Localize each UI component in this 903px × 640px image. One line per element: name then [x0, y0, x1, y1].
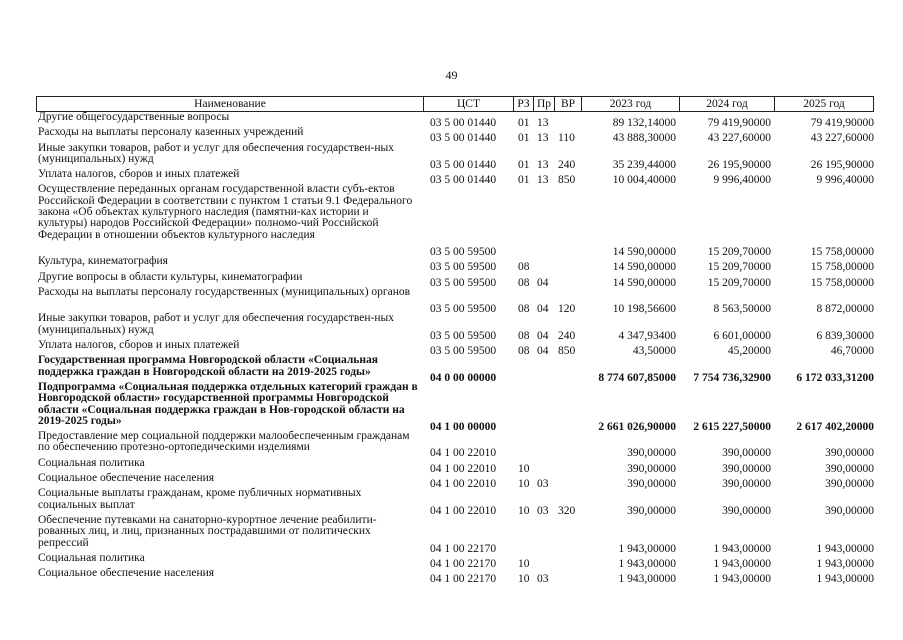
cell-y2025 [775, 127, 874, 145]
cell-pr-value: 04 [537, 276, 549, 289]
cell-y2025 [775, 382, 874, 431]
cell-y2023-value: 390,00000 [627, 462, 676, 475]
table-row [36, 515, 874, 553]
cell-rz [514, 287, 534, 314]
table-body [36, 111, 874, 586]
cell-y2023-value: 89 132,14000 [612, 117, 676, 129]
cell-y2023-value: 14 590,00000 [612, 276, 676, 289]
cell-name: Уплата налогов, сборов и иных платежей [38, 168, 240, 181]
cell-vr [555, 313, 582, 340]
cell-y2023-value: 35 239,44000 [612, 158, 676, 171]
cell-vr [555, 568, 582, 583]
cell-y2023-value: 8 774 607,85000 [598, 371, 676, 384]
cell-y2023-value: 43 888,30000 [612, 132, 676, 145]
header-2023: 2023 год [582, 96, 680, 112]
cell-y2025-value: 1 943,00000 [816, 557, 874, 570]
cell-pr [534, 473, 555, 491]
cell-cst [424, 458, 514, 473]
cell-y2025 [775, 488, 874, 515]
cell-y2024-value: 43 227,60000 [707, 132, 771, 145]
cell-y2023-value: 4 347,93400 [618, 329, 676, 342]
cell-y2024-value: 1 943,00000 [713, 542, 771, 555]
cell-pr [534, 568, 555, 586]
cell-pr [534, 143, 555, 170]
cell-y2024-value: 390,00000 [722, 478, 771, 491]
cell-name: Социальные выплаты гражданам, кроме публичных нормативных социальных выплат [38, 487, 362, 511]
cell-y2024 [680, 112, 775, 127]
cell-y2024 [680, 184, 775, 256]
cell-cst-value: 04 1 00 00000 [430, 420, 497, 433]
cell-rz-value: 01 [518, 117, 530, 129]
cell-rz [514, 112, 534, 127]
header-vr: ВР [555, 96, 582, 112]
cell-cst [424, 568, 514, 586]
cell-y2025 [775, 112, 874, 127]
cell-cst-value: 03 5 00 59500 [430, 345, 497, 358]
cell-name: Социальная политика [38, 456, 145, 469]
header-rz: РЗ [514, 96, 534, 112]
cell-y2023 [582, 488, 680, 515]
cell-name: Иные закупки товаров, работ и услуг для обеспечения государствен-ных (муниципальных) нужд [38, 312, 395, 336]
cell-cst [424, 488, 514, 515]
cell-y2024-value: 390,00000 [722, 462, 771, 475]
cell-name: Расходы на выплаты персоналу казенных учреждений [38, 126, 304, 139]
cell-rz-value: 08 [518, 303, 530, 316]
cell-cst [424, 515, 514, 553]
cell-cst [424, 143, 514, 170]
cell-y2024 [680, 169, 775, 187]
cell-vr [555, 112, 582, 127]
cell-y2025-value: 15 758,00000 [810, 261, 874, 274]
cell-y2025-value: 2 617 402,20000 [796, 420, 874, 433]
cell-cst [424, 272, 514, 287]
cell-cst-value: 03 5 00 01440 [430, 132, 497, 145]
cell-vr [555, 143, 582, 170]
cell-vr [555, 340, 582, 358]
cell-vr [555, 184, 582, 256]
cell-cst-value: 04 0 00 00000 [430, 371, 497, 384]
cell-y2024-value: 6 601,00000 [713, 329, 771, 342]
cell-cst-value: 03 5 00 01440 [430, 158, 497, 171]
cell-cst [424, 313, 514, 340]
cell-cst [424, 382, 514, 431]
cell-y2024 [680, 287, 775, 314]
cell-cst-value: 03 5 00 59500 [430, 303, 497, 316]
cell-vr [555, 127, 582, 145]
table-row [36, 472, 874, 491]
cell-y2025-value: 1 943,00000 [816, 573, 874, 586]
table-row [36, 382, 874, 431]
header-2025: 2025 год [775, 96, 874, 112]
cell-y2023 [582, 272, 680, 287]
cell-y2024-value: 15 209,70000 [707, 245, 771, 258]
cell-rz [514, 431, 534, 458]
cell-rz-value: 08 [518, 345, 530, 358]
cell-y2023 [582, 340, 680, 358]
cell-y2024 [680, 382, 775, 431]
cell-y2025-value: 26 195,90000 [810, 158, 874, 171]
cell-rz [514, 382, 534, 431]
cell-cst [424, 169, 514, 187]
cell-name: Государственная программа Новгородской области «Социальная поддержка граждан в Новгородской области на 2019-2025 годы» [38, 354, 378, 378]
cell-y2024 [680, 473, 775, 491]
header-name: Наименование [36, 96, 424, 112]
table-row [36, 126, 874, 145]
cell-name: Осуществление переданных органам государственной власти субъ-ектов Российской Федерации в соответствии с пунктом 1 статьи 9.1 Федерального закона «Об объектах культурного наследия (памятни-ках истории и культуры) народов Российской Федерации» полномо-чий Российской Федерации в отношении объектов культурного наследия [38, 183, 413, 241]
cell-vr-value: 850 [558, 174, 576, 187]
cell-pr [534, 355, 555, 382]
cell-y2023-value: 14 590,00000 [612, 245, 676, 258]
cell-pr [534, 256, 555, 271]
cell-vr [555, 272, 582, 287]
cell-y2023 [582, 431, 680, 458]
cell-vr [555, 287, 582, 314]
table-row [36, 339, 874, 358]
cell-cst-value: 04 1 00 22170 [430, 542, 497, 555]
cell-rz [514, 256, 534, 274]
header-pr: Пр [534, 96, 555, 112]
cell-cst [424, 287, 514, 314]
cell-name: Предоставление мер социальной поддержки малообеспеченным гражданам по обеспечению протезно-ортопедическими изделиями [38, 430, 410, 454]
cell-y2024 [680, 313, 775, 340]
cell-pr [534, 313, 555, 340]
cell-cst [424, 431, 514, 458]
cell-y2025 [775, 553, 874, 568]
cell-vr [555, 431, 582, 458]
cell-y2024 [680, 515, 775, 553]
cell-y2023 [582, 473, 680, 491]
cell-cst [424, 473, 514, 491]
cell-vr [555, 169, 582, 187]
table-row [36, 184, 874, 256]
cell-y2024 [680, 272, 775, 287]
cell-y2025 [775, 340, 874, 358]
budget-table [36, 96, 874, 586]
cell-y2025 [775, 473, 874, 491]
table-row [36, 143, 874, 170]
cell-rz [514, 169, 534, 187]
cell-rz [514, 127, 534, 145]
cell-cst-value: 04 1 00 22010 [430, 504, 497, 517]
cell-y2024 [680, 488, 775, 515]
cell-y2025 [775, 458, 874, 473]
table-row [36, 488, 874, 515]
cell-y2024-value: 8 563,50000 [713, 303, 771, 316]
cell-cst-value: 03 5 00 59500 [430, 276, 497, 289]
cell-y2023-value: 390,00000 [627, 447, 676, 460]
cell-y2025 [775, 568, 874, 586]
cell-cst [424, 184, 514, 256]
cell-rz [514, 553, 534, 568]
cell-vr-value: 240 [558, 329, 576, 342]
cell-y2023 [582, 568, 680, 586]
cell-pr [534, 287, 555, 314]
cell-pr [534, 515, 555, 553]
cell-y2024 [680, 553, 775, 568]
cell-cst [424, 355, 514, 382]
cell-name: Социальная политика [38, 551, 145, 564]
table-row [36, 287, 874, 314]
cell-cst-value: 04 1 00 22170 [430, 557, 497, 570]
cell-rz [514, 473, 534, 491]
cell-y2023 [582, 515, 680, 553]
cell-pr-value: 13 [537, 117, 549, 129]
cell-y2024-value: 45,20000 [727, 345, 771, 358]
cell-vr [555, 382, 582, 431]
cell-cst-value: 04 1 00 22010 [430, 478, 497, 491]
cell-pr [534, 272, 555, 287]
cell-cst-value: 03 5 00 59500 [430, 329, 497, 342]
cell-cst-value: 03 5 00 59500 [430, 261, 497, 274]
cell-y2025-value: 79 419,90000 [810, 117, 874, 129]
cell-rz-value: 08 [518, 261, 530, 274]
cell-y2023 [582, 256, 680, 274]
cell-rz [514, 143, 534, 170]
cell-name: Социальное обеспечение населения [38, 472, 215, 485]
cell-y2024-value: 2 615 227,50000 [693, 420, 771, 433]
cell-pr [534, 553, 555, 568]
cell-pr-value: 04 [537, 345, 549, 358]
cell-y2023 [582, 382, 680, 431]
cell-y2023 [582, 355, 680, 382]
cell-y2025-value: 8 872,00000 [816, 303, 874, 316]
cell-y2025 [775, 272, 874, 287]
cell-cst-value: 03 5 00 59500 [430, 245, 497, 258]
cell-y2025-value: 46,70000 [830, 345, 874, 358]
cell-y2025 [775, 184, 874, 256]
cell-pr [534, 458, 555, 473]
cell-rz [514, 272, 534, 287]
table-row [36, 567, 874, 586]
cell-y2024 [680, 143, 775, 170]
cell-cst-value: 03 5 00 01440 [430, 117, 497, 129]
cell-name: Другие вопросы в области культуры, кинематографии [38, 270, 303, 283]
cell-pr-value: 03 [537, 573, 549, 586]
cell-y2024-value: 15 209,70000 [707, 261, 771, 274]
cell-y2025-value: 15 758,00000 [810, 276, 874, 289]
cell-pr [534, 382, 555, 431]
cell-y2023-value: 2 661 026,90000 [598, 420, 676, 433]
cell-rz-value: 10 [518, 504, 530, 517]
cell-y2024-value: 390,00000 [722, 447, 771, 460]
table-header [36, 96, 874, 112]
cell-y2024-value: 26 195,90000 [707, 158, 771, 171]
cell-y2024 [680, 127, 775, 145]
cell-y2025 [775, 431, 874, 458]
cell-y2024 [680, 458, 775, 473]
cell-y2023-value: 390,00000 [627, 504, 676, 517]
cell-vr-value: 120 [558, 303, 576, 316]
cell-y2024-value: 1 943,00000 [713, 573, 771, 586]
cell-cst [424, 127, 514, 145]
cell-rz-value: 08 [518, 276, 530, 289]
cell-vr [555, 515, 582, 553]
cell-pr [534, 488, 555, 515]
table-row [36, 255, 874, 274]
cell-pr-value: 13 [537, 132, 549, 145]
cell-y2024-value: 15 209,70000 [707, 276, 771, 289]
table-row [36, 168, 874, 187]
cell-pr [534, 127, 555, 145]
cell-y2023-value: 10 004,40000 [612, 174, 676, 187]
cell-cst-value: 04 1 00 22010 [430, 462, 497, 475]
cell-y2025 [775, 169, 874, 187]
cell-vr [555, 355, 582, 382]
cell-y2025-value: 390,00000 [825, 504, 874, 517]
cell-y2025-value: 1 943,00000 [816, 542, 874, 555]
cell-rz-value: 01 [518, 132, 530, 145]
cell-name: Культура, кинематография [38, 255, 168, 268]
cell-y2024 [680, 568, 775, 586]
cell-name: Иные закупки товаров, работ и услуг для обеспечения государствен-ных (муниципальных) нужд [38, 141, 395, 165]
cell-y2023-value: 1 943,00000 [618, 542, 676, 555]
cell-cst-value: 04 1 00 22010 [430, 447, 497, 460]
cell-y2023-value: 10 198,56600 [612, 303, 676, 316]
cell-y2025 [775, 143, 874, 170]
cell-pr [534, 431, 555, 458]
cell-vr [555, 256, 582, 271]
cell-name: Обеспечение путевками на санаторно-курортное лечение реабилити-рованных лиц, и лиц, признанных пострадавшими от политических репрессий [38, 513, 377, 549]
header-2024: 2024 год [680, 96, 775, 112]
cell-y2023 [582, 184, 680, 256]
cell-vr [555, 458, 582, 473]
cell-pr [534, 112, 555, 127]
cell-name: Уплата налогов, сборов и иных платежей [38, 339, 240, 352]
cell-name: Подпрограмма «Социальная поддержка отдельных категорий граждан в Новгородской области» государственной программы Новгородской области «Социальная поддержка граждан в Нов-городской области на 2019-2025 годы» [38, 380, 418, 427]
cell-y2023 [582, 112, 680, 127]
cell-y2024-value: 9 996,40000 [713, 174, 771, 187]
cell-pr-value: 04 [537, 329, 549, 342]
cell-cst [424, 112, 514, 127]
table-row [36, 553, 874, 568]
table-row [36, 272, 874, 287]
cell-vr-value: 320 [558, 504, 576, 517]
cell-pr [534, 169, 555, 187]
cell-y2023 [582, 313, 680, 340]
cell-rz-value: 10 [518, 462, 530, 475]
cell-rz [514, 488, 534, 515]
cell-y2023 [582, 553, 680, 568]
cell-name: Социальное обеспечение населения [38, 567, 215, 580]
cell-y2025 [775, 313, 874, 340]
cell-vr-value: 240 [558, 158, 576, 171]
cell-name: Другие общегосударственные вопросы [38, 111, 230, 123]
cell-y2023 [582, 143, 680, 170]
cell-y2025-value: 390,00000 [825, 447, 874, 460]
page-number: 49 [445, 68, 458, 82]
cell-rz-value: 10 [518, 573, 530, 586]
cell-rz [514, 515, 534, 553]
cell-name: Расходы на выплаты персоналу государственных (муниципальных) органов [38, 285, 411, 298]
cell-y2025-value: 6 839,30000 [816, 329, 874, 342]
header-cst: ЦСТ [424, 96, 514, 112]
cell-rz-value: 10 [518, 557, 530, 570]
cell-vr-value: 850 [558, 345, 576, 358]
cell-cst [424, 340, 514, 358]
cell-y2025 [775, 355, 874, 382]
cell-y2024 [680, 355, 775, 382]
cell-y2024 [680, 340, 775, 358]
cell-y2024 [680, 256, 775, 274]
cell-y2023 [582, 287, 680, 314]
cell-y2025-value: 15 758,00000 [810, 245, 874, 258]
cell-rz [514, 458, 534, 473]
table-row [36, 313, 874, 340]
table-row [36, 355, 874, 382]
cell-pr [534, 340, 555, 358]
cell-y2025-value: 6 172 033,31200 [796, 371, 874, 384]
cell-y2025-value: 43 227,60000 [810, 132, 874, 145]
cell-pr-value: 03 [537, 478, 549, 491]
cell-y2025 [775, 287, 874, 314]
cell-vr [555, 488, 582, 515]
cell-y2023-value: 1 943,00000 [618, 573, 676, 586]
cell-rz-value: 10 [518, 478, 530, 491]
cell-pr-value: 04 [537, 303, 549, 316]
cell-cst-value: 03 5 00 01440 [430, 174, 497, 187]
cell-y2024 [680, 431, 775, 458]
cell-y2023-value: 43,50000 [632, 345, 676, 358]
cell-vr [555, 473, 582, 488]
cell-pr-value: 13 [537, 174, 549, 187]
cell-rz [514, 340, 534, 358]
cell-vr [555, 553, 582, 568]
cell-cst-value: 04 1 00 22170 [430, 573, 497, 586]
cell-cst [424, 553, 514, 568]
cell-y2023-value: 14 590,00000 [612, 261, 676, 274]
cell-y2023 [582, 127, 680, 145]
cell-y2023 [582, 169, 680, 187]
cell-rz-value: 08 [518, 329, 530, 342]
cell-y2023-value: 1 943,00000 [618, 557, 676, 570]
table-row [36, 431, 874, 458]
cell-vr-value: 110 [558, 132, 575, 145]
cell-pr-value: 13 [537, 158, 549, 171]
cell-y2025-value: 9 996,40000 [816, 174, 874, 187]
cell-rz [514, 355, 534, 382]
cell-rz-value: 01 [518, 158, 530, 171]
cell-y2024-value: 7 754 736,32900 [693, 371, 771, 384]
cell-rz-value: 01 [518, 174, 530, 187]
table-row [36, 458, 874, 473]
cell-pr [534, 184, 555, 256]
cell-pr-value: 03 [537, 504, 549, 517]
cell-y2024-value: 1 943,00000 [713, 557, 771, 570]
cell-y2023-value: 390,00000 [627, 478, 676, 491]
table-row [36, 112, 874, 127]
cell-y2025 [775, 515, 874, 553]
cell-y2024-value: 79 419,90000 [707, 117, 771, 129]
cell-rz [514, 568, 534, 586]
cell-y2023 [582, 458, 680, 473]
cell-y2024-value: 390,00000 [722, 504, 771, 517]
cell-rz [514, 184, 534, 256]
cell-rz [514, 313, 534, 340]
cell-y2025-value: 390,00000 [825, 478, 874, 491]
cell-y2025 [775, 256, 874, 274]
cell-cst [424, 256, 514, 274]
cell-y2025-value: 390,00000 [825, 462, 874, 475]
